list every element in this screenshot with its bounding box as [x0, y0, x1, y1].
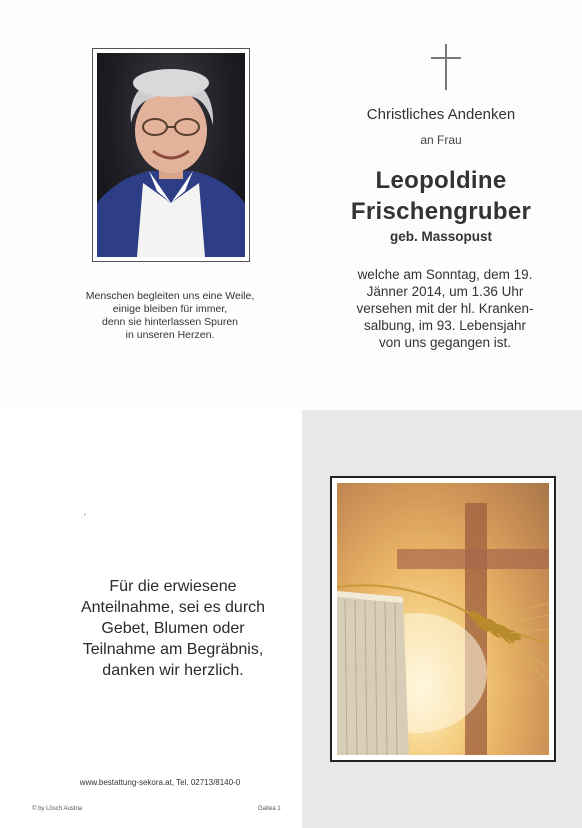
- salutation: an Frau: [420, 133, 462, 147]
- poem-line: Menschen begleiten uns eine Weile,: [85, 290, 255, 302]
- funeral-home-contact: www.bestattung-sekora.at, Tel. 02713/8140-0: [79, 778, 241, 787]
- thanks-line: Teilnahme am Begräbnis,: [82, 641, 264, 658]
- latin-cross-icon: [431, 44, 461, 90]
- thanks-line: Anteilnahme, sei es durch: [80, 599, 266, 616]
- memorial-poem: [60, 290, 280, 342]
- last-name: Frischengruber: [350, 198, 532, 225]
- death-line: salbung, im 93. Lebensjahr: [363, 318, 527, 333]
- thanks-text: [58, 576, 288, 681]
- thanks-line: Gebet, Blumen oder: [101, 620, 245, 637]
- death-line: Jänner 2014, um 1.36 Uhr: [366, 284, 524, 299]
- portrait-photo: [97, 53, 245, 257]
- poem-line: einige bleiben für immer,: [112, 303, 228, 315]
- maiden-name: geb. Massopust: [389, 229, 492, 244]
- death-notice: [340, 266, 550, 351]
- poem-line: in unseren Herzen.: [125, 329, 215, 341]
- copyright-note: © by Lösch Austria: [32, 806, 83, 812]
- print-code: Galtea 1: [258, 806, 281, 812]
- death-line: versehen mit der hl. Kranken-: [356, 301, 534, 316]
- thanks-line: danken wir herzlich.: [102, 662, 244, 679]
- portrait-frame: [92, 48, 250, 262]
- first-name: Leopoldine: [375, 167, 507, 194]
- stray-mark: ': [84, 512, 86, 522]
- poem-line: denn sie hinterlassen Spuren: [101, 316, 238, 328]
- thanks-line: Für die erwiesene: [109, 578, 237, 595]
- devotional-picture: [337, 483, 549, 755]
- death-line: von uns gegangen ist.: [378, 335, 512, 350]
- death-line: welche am Sonntag, dem 19.: [357, 267, 533, 282]
- devotional-picture-frame: [330, 476, 556, 762]
- memorial-heading: Christliches Andenken: [366, 106, 516, 123]
